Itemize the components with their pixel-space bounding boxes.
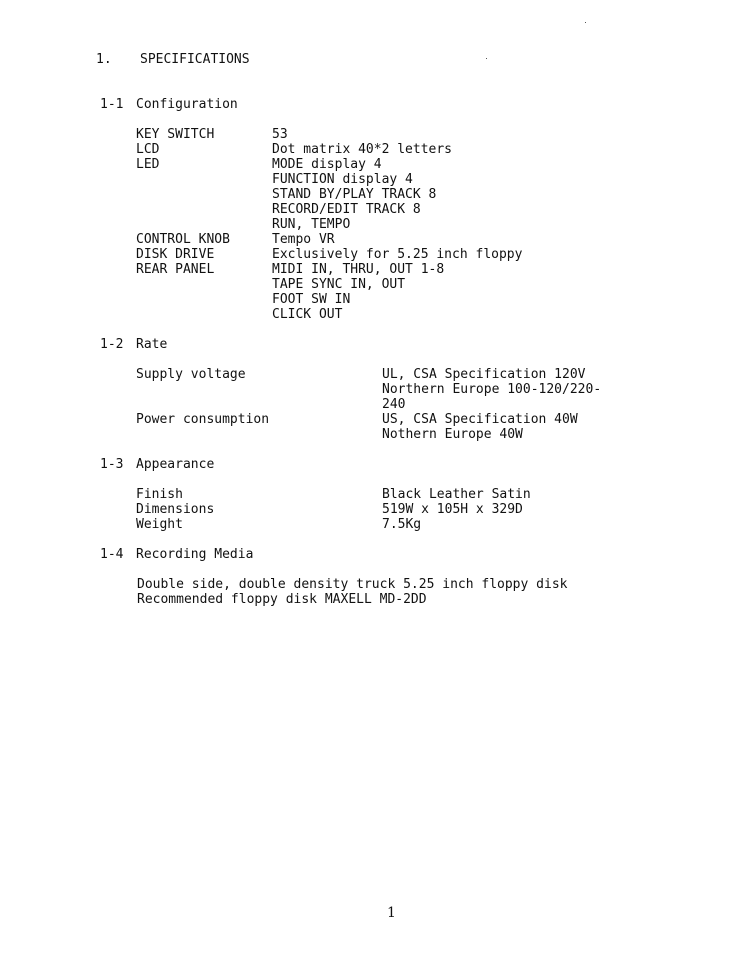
spec-row bbox=[136, 382, 601, 397]
section-title: Appearance bbox=[136, 457, 215, 472]
section-heading-rate bbox=[100, 337, 167, 352]
configuration-list bbox=[136, 127, 522, 322]
spec-value: Northern Europe 100-120/220- bbox=[382, 382, 602, 397]
spec-value: Tempo VR bbox=[272, 232, 335, 247]
spec-row bbox=[136, 187, 522, 202]
section-heading-recording-media bbox=[100, 547, 253, 562]
section-heading-appearance bbox=[100, 457, 214, 472]
spec-key bbox=[136, 427, 382, 442]
spec-value: Nothern Europe 40W bbox=[382, 427, 523, 442]
spec-key: Supply voltage bbox=[136, 367, 246, 382]
spec-value: 7.5Kg bbox=[382, 517, 422, 532]
spec-row bbox=[136, 217, 522, 232]
section-number: 1-2 bbox=[100, 337, 124, 352]
spec-row bbox=[136, 157, 522, 172]
spec-value: Black Leather Satin bbox=[382, 487, 531, 502]
spec-key bbox=[136, 292, 272, 307]
spec-row bbox=[136, 262, 522, 277]
spec-value: FOOT SW IN bbox=[272, 292, 351, 307]
spec-key: Dimensions bbox=[136, 502, 215, 517]
spec-key: LCD bbox=[136, 142, 160, 157]
spec-key bbox=[136, 382, 382, 397]
spec-row bbox=[136, 412, 601, 427]
spec-value: Exclusively for 5.25 inch floppy bbox=[272, 247, 523, 262]
spec-key bbox=[136, 217, 272, 232]
spec-row bbox=[136, 142, 522, 157]
spec-row bbox=[136, 517, 531, 532]
document-title bbox=[96, 52, 250, 67]
spec-key: REAR PANEL bbox=[136, 262, 215, 277]
media-line: Recommended floppy disk MAXELL MD-2DD bbox=[137, 592, 427, 607]
spec-row bbox=[136, 277, 522, 292]
spec-value: CLICK OUT bbox=[272, 307, 343, 322]
spec-value: TAPE SYNC IN, OUT bbox=[272, 277, 406, 292]
spec-value: Dot matrix 40*2 letters bbox=[272, 142, 453, 157]
title-text: SPECIFICATIONS bbox=[140, 52, 250, 67]
spec-value: FUNCTION display 4 bbox=[272, 172, 413, 187]
spec-value: RECORD/EDIT TRACK 8 bbox=[272, 202, 421, 217]
spec-key: DISK DRIVE bbox=[136, 247, 215, 262]
spec-value: UL, CSA Specification 120V bbox=[382, 367, 586, 382]
section-number: 1-4 bbox=[100, 547, 124, 562]
section-number: 1-1 bbox=[100, 97, 124, 112]
spec-row bbox=[136, 232, 522, 247]
spec-key bbox=[136, 172, 272, 187]
spec-row bbox=[136, 247, 522, 262]
section-title: Rate bbox=[136, 337, 168, 352]
spec-row bbox=[136, 292, 522, 307]
section-number: 1-3 bbox=[100, 457, 124, 472]
spec-key: Weight bbox=[136, 517, 183, 532]
spec-key: CONTROL KNOB bbox=[136, 232, 230, 247]
rate-list bbox=[136, 367, 601, 442]
page-number: 1 bbox=[387, 905, 396, 921]
spec-key bbox=[136, 397, 382, 412]
spec-key: Finish bbox=[136, 487, 183, 502]
spec-value: MODE display 4 bbox=[272, 157, 382, 172]
spec-key bbox=[136, 307, 272, 322]
scan-speck bbox=[486, 58, 487, 59]
spec-key bbox=[136, 277, 272, 292]
spec-row bbox=[136, 502, 531, 517]
spec-value: STAND BY/PLAY TRACK 8 bbox=[272, 187, 437, 202]
title-number: 1. bbox=[96, 52, 112, 67]
spec-row bbox=[136, 307, 522, 322]
spec-row bbox=[136, 202, 522, 217]
section-title: Configuration bbox=[136, 97, 238, 112]
spec-key: Power consumption bbox=[136, 412, 270, 427]
spec-key bbox=[136, 187, 272, 202]
scan-speck bbox=[585, 22, 586, 23]
media-line: Double side, double density truck 5.25 inch floppy disk bbox=[137, 577, 568, 592]
spec-value: US, CSA Specification 40W bbox=[382, 412, 578, 427]
spec-value: 53 bbox=[272, 127, 288, 142]
recording-media-text bbox=[137, 577, 567, 607]
section-title: Recording Media bbox=[136, 547, 254, 562]
spec-value: MIDI IN, THRU, OUT 1-8 bbox=[272, 262, 445, 277]
spec-row bbox=[136, 397, 601, 412]
spec-value: 240 bbox=[382, 397, 406, 412]
spec-key bbox=[136, 202, 272, 217]
spec-key: KEY SWITCH bbox=[136, 127, 215, 142]
spec-row bbox=[136, 427, 601, 442]
spec-row bbox=[136, 367, 601, 382]
appearance-list bbox=[136, 487, 531, 532]
spec-row bbox=[136, 127, 522, 142]
section-heading-configuration bbox=[100, 97, 238, 112]
spec-row bbox=[136, 487, 531, 502]
spec-row bbox=[136, 172, 522, 187]
spec-value: RUN, TEMPO bbox=[272, 217, 351, 232]
spec-key: LED bbox=[136, 157, 160, 172]
spec-value: 519W x 105H x 329D bbox=[382, 502, 523, 517]
